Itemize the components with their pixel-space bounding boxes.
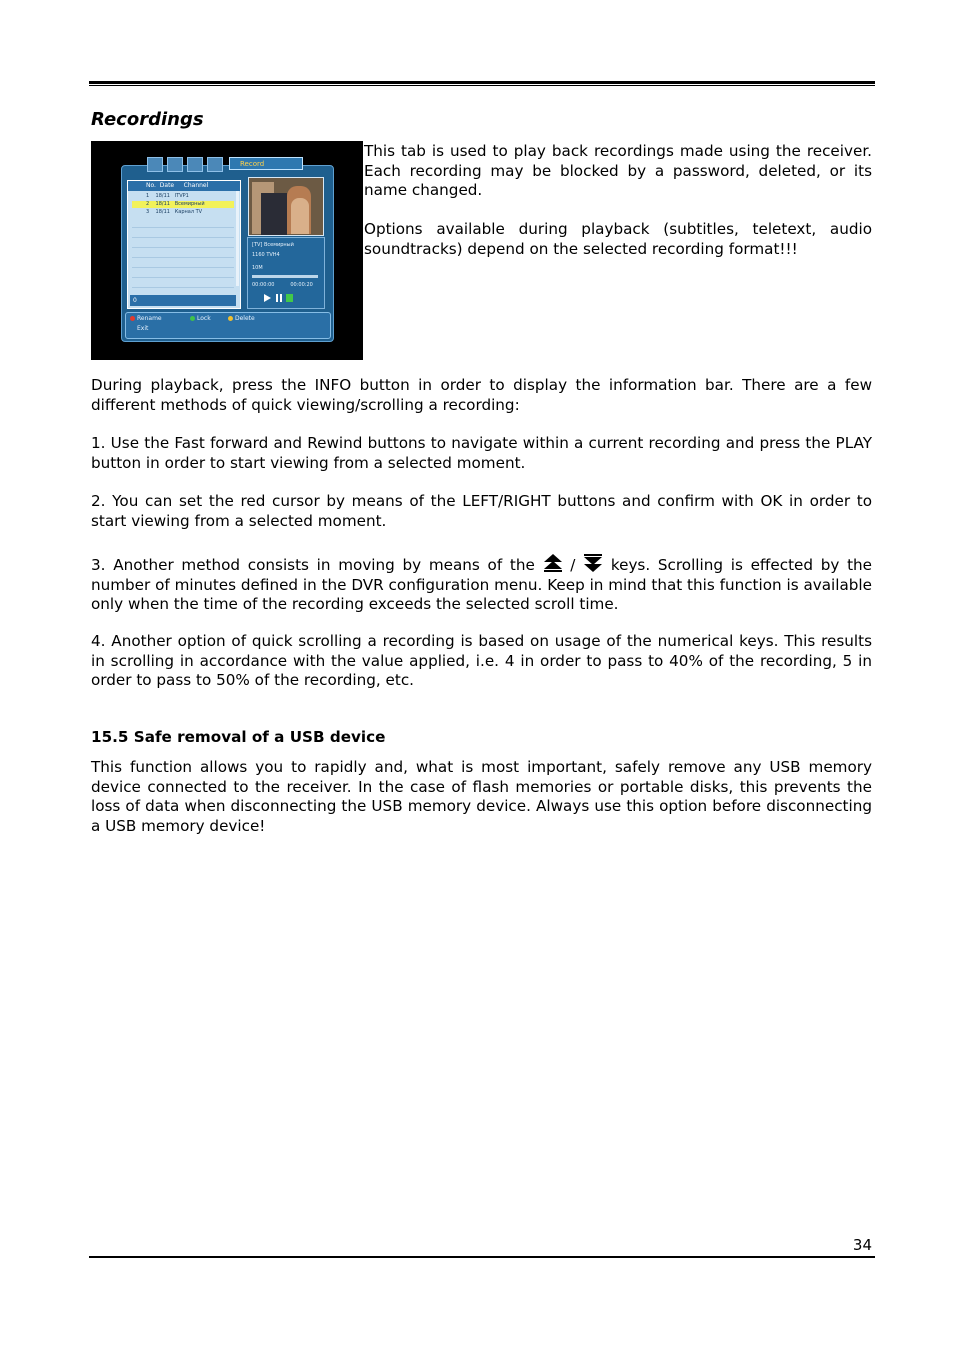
page-up-icon	[543, 554, 563, 572]
tab-icon-4	[207, 157, 223, 172]
list-item: 1 18/11 ITVP1	[146, 193, 189, 199]
info-time: 00:00:00 00:00:20	[252, 282, 313, 288]
section-15-5-heading: 15.5 Safe removal of a USB device	[91, 728, 386, 746]
list-item-selected: 2 18/11 Всемирный	[132, 201, 234, 208]
row-divider	[132, 267, 234, 268]
legend-lock: Lock	[197, 315, 211, 322]
header-rule	[89, 81, 875, 84]
section-title: Recordings	[91, 109, 204, 130]
yellow-key-icon	[228, 316, 233, 321]
row-divider	[132, 257, 234, 258]
legend-bar	[125, 312, 331, 339]
page-down-icon	[583, 554, 603, 572]
list-scrollbar	[236, 191, 239, 286]
recordings-list	[127, 180, 241, 309]
row-divider	[132, 237, 234, 238]
method-3-text-start: 3. Another method consists in moving by means of the	[91, 556, 543, 574]
footer-rule	[89, 1256, 875, 1258]
info-format: 1160 TVH4	[252, 252, 280, 258]
paragraph-method-2: 2. You can set the red cursor by means of the LEFT/RIGHT buttons and confirm with OK in order to start viewing from a selected moment.	[91, 492, 872, 530]
playback-controls-icon	[264, 293, 304, 303]
row-divider	[132, 227, 234, 228]
row-divider	[132, 277, 234, 278]
legend-exit: Exit	[137, 325, 149, 332]
method-3-separator: /	[562, 556, 584, 574]
method-3-text-end: keys. Scrolling is effected by the number of minutes defined in the DVR configuration menu. Keep in mind that this function is available only when the time of the recording exceeds the selected scroll time.	[91, 556, 872, 613]
paragraph-intro: During playback, press the INFO button in order to display the information bar. There are a few different methods of quick viewing/scrolling a recording:	[91, 376, 872, 414]
page-number: 34	[852, 1236, 872, 1254]
row-divider	[132, 287, 234, 288]
tab-icon-3	[187, 157, 203, 172]
progress-bar	[252, 275, 318, 278]
legend-delete: Delete	[235, 315, 255, 322]
tab-record: Record	[229, 157, 303, 170]
video-preview	[248, 177, 324, 236]
paragraph-method-3	[91, 554, 872, 615]
red-key-icon	[130, 316, 135, 321]
side-paragraph-2: Options available during playback (subtitles, teletext, audio soundtracks) depend on the selected recording format!!!	[364, 220, 872, 258]
paragraph-method-1: 1. Use the Fast forward and Rewind buttons to navigate within a current recording and press the PLAY button in order to start viewing from a selected moment.	[91, 434, 872, 472]
info-size: 10M	[252, 265, 263, 271]
recording-info-panel	[247, 237, 325, 309]
tab-icon-2	[167, 157, 183, 172]
list-header: No. Date Channel	[128, 181, 240, 191]
recordings-screenshot	[91, 141, 363, 360]
tab-icon-1	[147, 157, 163, 172]
green-key-icon	[190, 316, 195, 321]
row-divider	[132, 247, 234, 248]
paragraph-method-4: 4. Another option of quick scrolling a recording is based on usage of the numerical keys. This results in scrolling in accordance with the value applied, i.e. 4 in order to pass to 40% of the recording, 5 in order to pass to 50% of the recording, etc.	[91, 632, 872, 689]
legend-rename: Rename	[137, 315, 162, 322]
side-paragraph-1: This tab is used to play back recordings made using the receiver. Each recording may be blocked by a password, deleted, or its name changed.	[364, 142, 872, 199]
info-channel: [TV] Всемирный	[252, 242, 294, 248]
list-footer: 0	[130, 295, 236, 306]
section-15-5-text: This function allows you to rapidly and, what is most important, safely remove any USB memory device connected to the receiver. In the case of flash memories or portable disks, this prevents the loss of data when disconnecting the USB memory device. Always use this option before disconnecting a USB memory device!	[91, 758, 872, 835]
list-item: 3 18/11 Карнал TV	[146, 209, 203, 215]
